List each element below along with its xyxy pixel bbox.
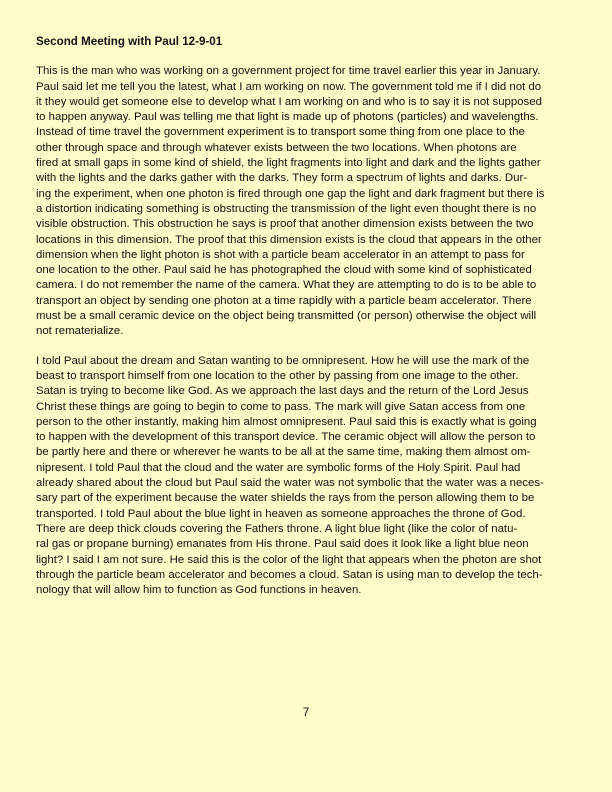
text-line: must be a small ceramic device on the object being transmitted (or person) otherwise the object will	[36, 310, 537, 323]
text-line: a distortion indicating something is obstructing the transmission of the light even thought there is no	[36, 202, 537, 215]
text-line: visible obstruction. This obstruction he says is proof that another dimension exists between the two	[36, 218, 534, 231]
text-line: be partly here and there or wherever he wants to be all at the same time, making them almost om-	[36, 446, 531, 459]
document-body	[36, 34, 574, 612]
text-line: beast to transport himself from one location to the other by passing from one image to the other.	[36, 369, 519, 382]
text-line: dimension when the light photon is shot with a particle beam accelerator in an attempt to pass for	[36, 248, 525, 261]
text-line: This is the man who was working on a government project for time travel earlier this year in January.	[36, 65, 541, 78]
text-line: not rematerialize.	[36, 325, 124, 338]
text-line: person to the other instantly, making him almost omnipresent. Paul said this is exactly what is going	[36, 415, 537, 428]
text-line: Instead of time travel the government experiment is to transport some thing from one place to the	[36, 126, 525, 139]
text-line: Christ these things are going to begin to come to pass. The mark will give Satan access from one	[36, 400, 526, 413]
text-line: other through space and through whatever exists between the two locations. When photons are	[36, 141, 517, 154]
text-line: light? I said I am not sure. He said this is the color of the light that appears when the photon are shot	[36, 553, 542, 566]
text-line: transported. I told Paul about the blue light in heaven as someone approaches the throne of God.	[36, 507, 526, 520]
text-line: ing the experiment, when one photon is fired through one gap the light and dark fragment but there is	[36, 187, 545, 200]
text-line: already shared about the cloud but Paul said the water was not symbolic that the water was a neces-	[36, 477, 544, 490]
text-line: with the lights and the darks gather with the darks. They form a spectrum of lights and darks. Dur-	[36, 172, 528, 185]
text-line: locations in this dimension. The proof that this dimension exists is the cloud that appears in the other	[36, 233, 542, 246]
text-line: Paul said let me tell you the latest, what I am working on now. The government told me if I did not do	[36, 80, 542, 93]
text-line: nology that will allow him to function as God functions in heaven.	[36, 584, 362, 597]
page-number: 7	[302, 705, 310, 719]
text-line: to happen with the development of this transport device. The ceramic object will allow the person to	[36, 431, 536, 444]
text-line: camera. I do not remember the name of the camera. What they are attempting to do is to be able to	[36, 279, 537, 292]
text-line: through the particle beam accelerator and becomes a cloud. Satan is using man to develop the tech-	[36, 568, 543, 581]
text-line: nipresent. I told Paul that the cloud and the water are symbolic forms of the Holy Spirit. Paul had	[36, 461, 521, 474]
text-line: ral gas or propane burning) emanates from His throne. Paul said does it look like a light blue neon	[36, 538, 529, 551]
text-line: it they would get someone else to develop what I am working on and who is to say it is not supposed	[36, 95, 542, 108]
document-title: Second Meeting with Paul 12-9-01	[36, 35, 223, 48]
text-line: fired at small gaps in some kind of shield, the light fragments into light and dark and the lights gather	[36, 157, 541, 170]
text-line: one location to the other. Paul said he has photographed the cloud with some kind of sophisticated	[36, 264, 532, 277]
paragraph	[36, 354, 574, 599]
text-line: to happen anyway. Paul was telling me that light is made up of photons (particles) and wavelengths.	[36, 111, 539, 124]
text-line: Satan is trying to become like God. As we approach the last days and the return of the Lord Jesus	[36, 385, 529, 398]
text-line: transport an object by sending one photon at a time rapidly with a particle beam accelerator. There	[36, 294, 532, 307]
text-line: There are deep thick clouds covering the Fathers throne. A light blue light (like the color of natu-	[36, 522, 518, 535]
text-line: I told Paul about the dream and Satan wanting to be omnipresent. How he will use the mark of the	[36, 354, 530, 367]
text-line: sary part of the experiment because the water shields the rays from the person allowing them to be	[36, 492, 535, 505]
paragraphs-container	[36, 64, 574, 598]
paragraph	[36, 64, 574, 339]
